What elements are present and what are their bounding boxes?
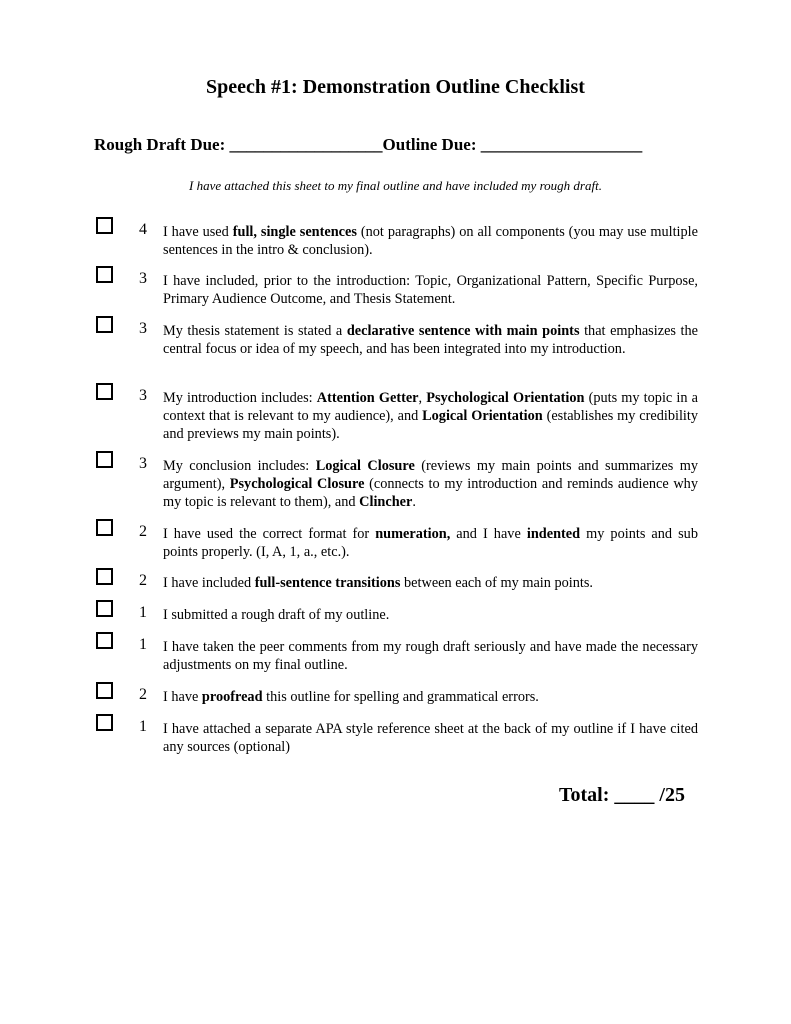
item-points: 1 — [139, 636, 147, 653]
checkbox[interactable] — [96, 316, 113, 333]
checkbox[interactable] — [96, 682, 113, 699]
item-text-segment: (not paragraphs) on all components (you may use multiple sentences in the intro & conclusion). — [163, 224, 698, 258]
item-text — [163, 606, 698, 624]
total-score: Total: ____ /25 — [559, 784, 685, 806]
item-text-bold: Attention Getter — [316, 390, 419, 406]
item-text-segment: (puts my topic in a context that is relevant to my audience), and — [163, 390, 698, 424]
item-text-bold: Logical Orientation — [422, 408, 543, 424]
item-text-segment: I have used — [163, 224, 233, 240]
item-points: 1 — [139, 604, 147, 621]
item-text-segment: this outline for spelling and grammatical errors. — [262, 689, 539, 705]
item-text — [163, 457, 698, 511]
item-text-bold: full, single sentences — [232, 224, 357, 240]
item-text-segment: My introduction includes: — [163, 390, 317, 406]
item-text-bold: Clincher — [359, 494, 413, 510]
item-text-segment: (connects to my introduction and reminds audience why my topic is relevant to them), and — [163, 476, 698, 510]
item-text — [163, 688, 698, 706]
checkbox[interactable] — [96, 519, 113, 536]
item-text-segment: I have included, prior to the introduction: Topic, Organizational Pattern, Specific Purpose, Primary Audience Outcome, and Thesis Statement. — [163, 273, 698, 307]
item-points: 2 — [139, 572, 147, 589]
item-text-segment: I have included — [163, 575, 255, 591]
item-text — [163, 322, 698, 358]
item-text-bold: full-sentence transitions — [254, 575, 401, 591]
item-text-segment: my points and sub points properly. (I, A, 1, a., etc.). — [163, 526, 698, 560]
attestation-note: I have attached this sheet to my final outline and have included my rough draft. — [189, 178, 602, 193]
item-text-bold: Psychological Closure — [229, 476, 365, 492]
checkbox[interactable] — [96, 568, 113, 585]
item-text-segment: and I have — [450, 526, 527, 542]
item-text-segment: My thesis statement is stated a — [163, 323, 347, 339]
item-text-segment: (reviews my main points and summarizes my argument), — [163, 458, 698, 492]
item-text-segment: My conclusion includes: — [163, 458, 316, 474]
item-points: 2 — [139, 686, 147, 703]
item-points: 4 — [139, 221, 147, 238]
item-points: 3 — [139, 387, 147, 404]
item-text-segment: I have used the correct format for — [163, 526, 376, 542]
item-text-bold: indented — [526, 526, 581, 542]
checkbox[interactable] — [96, 451, 113, 468]
due-dates-line: Rough Draft Due: __________________Outline Due: ___________________ — [94, 135, 643, 154]
item-text-segment: between each of my main points. — [400, 575, 594, 591]
checkbox[interactable] — [96, 383, 113, 400]
item-text — [163, 223, 698, 259]
item-text-segment: I have — [163, 689, 202, 705]
item-points: 1 — [139, 718, 147, 735]
item-text — [163, 525, 698, 561]
item-text-segment: , — [418, 390, 427, 406]
item-text-bold: Logical Closure — [315, 458, 415, 474]
checkbox[interactable] — [96, 266, 113, 283]
item-points: 3 — [139, 455, 147, 472]
checkbox[interactable] — [96, 714, 113, 731]
item-text — [163, 272, 698, 308]
item-points: 2 — [139, 523, 147, 540]
item-text — [163, 720, 698, 756]
checkbox[interactable] — [96, 600, 113, 617]
item-text-segment: I submitted a rough draft of my outline. — [163, 607, 390, 623]
item-text — [163, 574, 698, 592]
page-title: Speech #1: Demonstration Outline Checklist — [206, 76, 585, 98]
item-text-segment: (establishes my credibility and previews my main points). — [163, 408, 699, 442]
item-text-bold: Psychological Orientation — [426, 390, 585, 406]
item-text — [163, 638, 698, 674]
item-text-bold: declarative sentence with main points — [346, 323, 580, 339]
item-text-segment: . — [412, 494, 416, 510]
item-text-segment: I have taken the peer comments from my rough draft seriously and have made the necessary adjustments on my final outline. — [163, 639, 698, 673]
item-points: 3 — [139, 270, 147, 287]
item-text-bold: proofread — [201, 689, 263, 705]
checkbox[interactable] — [96, 632, 113, 649]
checkbox[interactable] — [96, 217, 113, 234]
item-points: 3 — [139, 320, 147, 337]
item-text-segment: that emphasizes the central focus or idea of my speech, and has been integrated into my introduction. — [163, 323, 699, 357]
item-text-segment: I have attached a separate APA style reference sheet at the back of my outline if I have cited any sources (optional) — [163, 721, 698, 755]
item-text-bold: numeration, — [375, 526, 451, 542]
item-text — [163, 389, 698, 443]
